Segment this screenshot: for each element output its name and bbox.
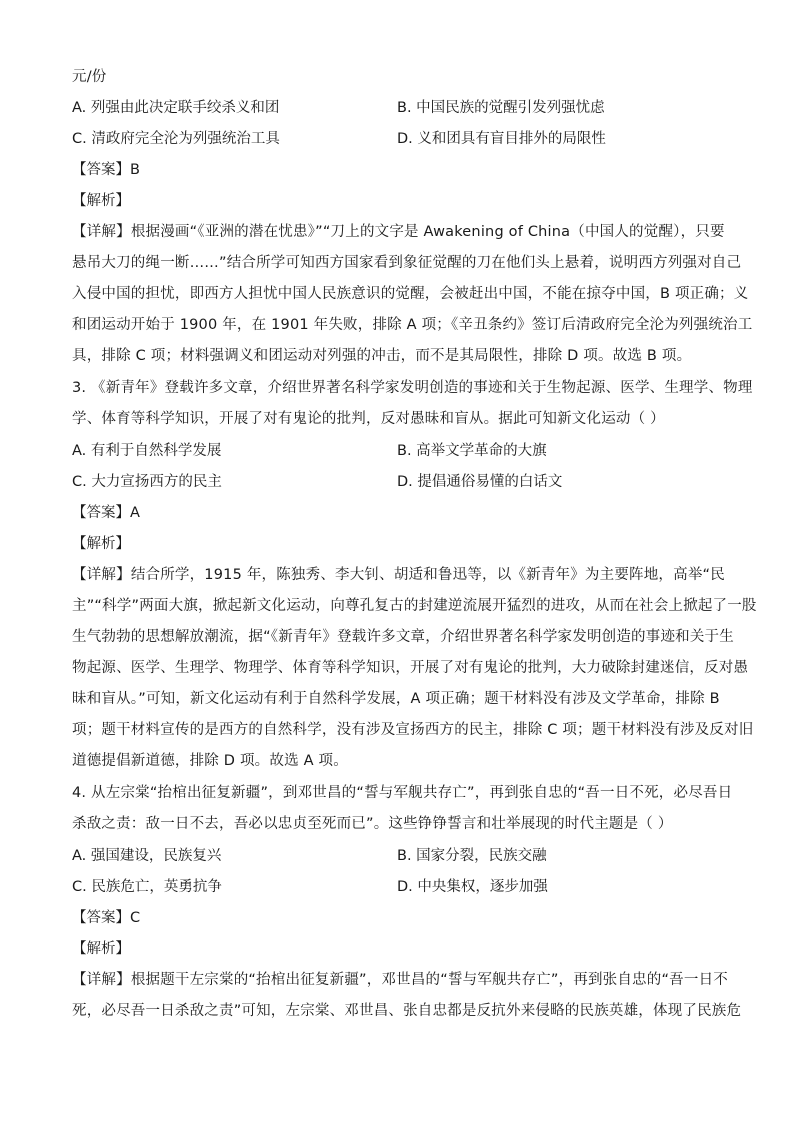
q2-option-d: D. 义和团具有盲目排外的局限性 (397, 131, 606, 147)
q2-analysis-label: 【解析】 (72, 193, 130, 209)
q4-stem-line: 杀敌之责：敌一日不去，吾必以忠贞至死而已”。这些铮铮誓言和壮举展现的时代主题是（ ） (72, 816, 673, 832)
q4-answer (72, 908, 140, 928)
q2-detail-line (72, 222, 725, 242)
q2-detail-line: 和团运动开始于 1900 年，在 1901 年失败，排除 A 项；《辛丑条约》签订后清政府完全沦为列强统治工 (72, 317, 753, 333)
answer-value: A (130, 505, 140, 521)
q3-option-c: C. 大力宣扬西方的民主 (72, 474, 222, 490)
q3-detail-line: 物起源、医学、生理学、物理学、体育等科学知识，开展了对有鬼论的批判，大力破除封建迷信，反对愚 (72, 660, 749, 676)
q4-option-a: A. 强国建设，民族复兴 (72, 848, 222, 864)
detail-label: 【详解】 (72, 567, 131, 583)
q2-option-b: B. 中国民族的觉醒引发列强忧虑 (397, 100, 605, 116)
q3-detail-line: 主”“科学”两面大旗，掀起新文化运动，向尊孔复古的封建逆流展开猛烈的进攻，从而在社会上掀起了一股 (72, 598, 757, 614)
q4-option-b: B. 国家分裂，民族交融 (397, 848, 547, 864)
q2-option-a: A. 列强由此决定联手绞杀义和团 (72, 100, 280, 116)
q3-analysis-label: 【解析】 (72, 536, 130, 552)
detail-text: 根据题干左宗棠的“抬棺出征复新疆”，邓世昌的“誓与军舰共存亡”，再到张自忠的“吾一日不 (130, 972, 728, 988)
q3-detail-line: 生气勃勃的思想解放潮流，据“《新青年》登载许多文章，介绍世界著名科学家发明创造的事迹和关于生 (72, 629, 734, 645)
q4-detail-line: 死，必尽吾一日杀敌之责”可知，左宗棠、邓世昌、张自忠都是反抗外来侵略的民族英雄，体现了民族危 (72, 1003, 742, 1019)
detail-label: 【详解】 (72, 972, 131, 988)
q2-stem-tail: 元/份 (72, 69, 107, 85)
detail-text: 结合所学，1915 年，陈独秀、李大钊、胡适和鲁迅等，以《新青年》为主要阵地，高举“民 (130, 567, 725, 583)
q3-detail-line: 道德提倡新道德，排除 D 项。故选 A 项。 (72, 753, 348, 769)
q3-stem-line: 学、体育等科学知识，开展了对有鬼论的批判，反对愚昧和盲从。据此可知新文化运动（ ） (72, 411, 665, 427)
answer-label: 【答案】 (72, 910, 130, 926)
q3-detail-line: 项；题干材料宣传的是西方的自然科学，没有涉及宣扬西方的民主，排除 C 项；题干材料没有涉及反对旧 (72, 722, 754, 738)
answer-label: 【答案】 (72, 505, 130, 521)
q2-detail-line: 入侵中国的担忧，即西方人担忧中国人民族意识的觉醒，会被赶出中国，不能在掠夺中国，B 项正确；义 (72, 286, 749, 302)
q3-option-d: D. 提倡通俗易懂的白话文 (397, 474, 563, 490)
q4-stem-line: 4. 从左宗棠“抬棺出征复新疆”，到邓世昌的“誓与军舰共存亡”，再到张自忠的“吾一日不死，必尽吾日 (72, 785, 733, 801)
q4-option-d: D. 中央集权，逐步加强 (397, 879, 548, 895)
detail-text: 根据漫画“《亚洲的潜在忧患》”“刀上的文字是 Awakening of China（中国人的觉醒），只要 (130, 224, 725, 240)
q3-detail-line: 昧和盲从。”可知，新文化运动有利于自然科学发展，A 项正确；题干材料没有涉及文学革命，排除 B (72, 691, 720, 707)
q4-analysis-label: 【解析】 (72, 941, 130, 957)
q4-option-c: C. 民族危亡，英勇抗争 (72, 879, 222, 895)
q2-detail-line: 悬吊大刀的绳一断……”结合所学可知西方国家看到象征觉醒的刀在他们头上悬着，说明西方列强对自己 (72, 255, 742, 271)
answer-value: C (130, 910, 141, 926)
q3-stem-line: 3. 《新青年》登载许多文章，介绍世界著名科学家发明创造的事迹和关于生物起源、医学、生理学、物理 (72, 380, 753, 396)
q4-detail-line (72, 970, 728, 990)
answer-value: B (130, 162, 140, 178)
q2-answer (72, 160, 140, 180)
q3-answer (72, 503, 140, 523)
q3-option-a: A. 有利于自然科学发展 (72, 443, 222, 459)
q2-detail-line: 具，排除 C 项；材料强调义和团运动对列强的冲击，而不是其局限性，排除 D 项。故选 B 项。 (72, 348, 692, 364)
q2-option-c: C. 清政府完全沦为列强统治工具 (72, 131, 280, 147)
q3-option-b: B. 高举文学革命的大旗 (397, 443, 547, 459)
detail-label: 【详解】 (72, 224, 131, 240)
answer-label: 【答案】 (72, 162, 130, 178)
q3-detail-line (72, 565, 725, 585)
